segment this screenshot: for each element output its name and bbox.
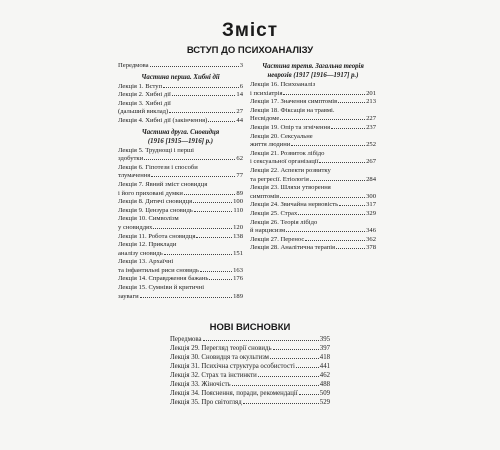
toc-entry xyxy=(250,98,376,107)
toc-entry-title-cont: і сексуальної організації xyxy=(250,158,319,166)
toc-entry xyxy=(118,62,243,71)
toc-entry-title: Лекція 19. Опір та згнічення xyxy=(250,123,331,131)
toc-page-number: 346 xyxy=(366,227,376,235)
toc-page-number: 462 xyxy=(319,372,330,379)
toc-entry-title: Лекція 12. Приклади xyxy=(118,241,177,249)
toc-entry-title: Лекція 3. Хибні дії xyxy=(118,99,171,107)
toc-page-number: 397 xyxy=(319,345,330,352)
toc-entry-title: Лекція 34. Пояснення, поради, рекомендації xyxy=(170,390,298,397)
toc-entry-title: Лекція 26. Теорія лібідо xyxy=(250,218,318,226)
toc-entry xyxy=(118,181,243,198)
toc-leader xyxy=(280,197,365,198)
toc-page-number: 317 xyxy=(366,201,376,209)
toc-entry-title: Лекція 33. Жіночість xyxy=(170,381,231,388)
toc-page-number: 488 xyxy=(319,381,330,388)
toc-page-number: 176 xyxy=(233,275,243,283)
toc-entry-title-cont: аналізу сновидь xyxy=(118,249,163,257)
toc-leader xyxy=(150,66,239,67)
toc-leader xyxy=(286,231,365,232)
toc-entry-title: Лекція 29. Перегляд теорії сновидь xyxy=(170,345,272,352)
toc-entry-title: Лекція 30. Сновидця та окультизм xyxy=(170,354,269,361)
toc-entry xyxy=(250,107,376,124)
toc-page-number: 509 xyxy=(319,390,330,397)
toc-page-number: 213 xyxy=(366,98,376,106)
toc-entry xyxy=(170,371,330,380)
toc-leader xyxy=(144,159,235,160)
toc-entry-title: Лекція 10. Символізм xyxy=(118,215,179,223)
toc-leader xyxy=(209,279,232,280)
toc-page-number: 378 xyxy=(366,244,376,252)
toc-page-number: 100 xyxy=(233,198,243,206)
toc-leader xyxy=(331,128,365,129)
toc-entry-title: Лекція 22. Аспекти розвитку xyxy=(250,166,331,174)
toc-column-right xyxy=(250,62,376,253)
toc-page-number: 77 xyxy=(236,172,243,180)
toc-page-number: 89 xyxy=(236,189,243,197)
part-heading-2 xyxy=(118,128,243,146)
toc-page-number: 44 xyxy=(236,116,243,124)
toc-entry-title: Передмова xyxy=(118,62,149,69)
toc-leader xyxy=(296,367,319,368)
toc-entry-title-cont: і психіатрія xyxy=(250,89,283,97)
toc-leader xyxy=(203,340,319,341)
toc-page-number: 284 xyxy=(366,175,376,183)
part-heading-3 xyxy=(250,62,376,80)
toc-page-number: 441 xyxy=(319,363,330,370)
toc-entry xyxy=(118,233,243,242)
toc-entry-title: Лекція 32. Страх та інстинкти xyxy=(170,372,257,379)
toc-entry-title-cont: (дальший виклад) xyxy=(118,108,169,116)
toc-leader xyxy=(299,394,319,395)
toc-entry-title: Лекція 23. Шляхи утворення xyxy=(250,184,331,192)
toc-entry xyxy=(170,380,330,389)
toc-entry-title: Лекція 20. Сексуальне xyxy=(250,132,313,140)
toc-page-number: 362 xyxy=(366,235,376,243)
toc-leader xyxy=(339,205,365,206)
toc-entry-title-cont: здобутки xyxy=(118,155,144,163)
toc-entry-title: Лекція 16. Психоаналіз xyxy=(250,81,316,88)
toc-entry-title: Лекція 14. Справдження бажань xyxy=(118,275,209,283)
toc-leader xyxy=(243,403,319,404)
toc-entry xyxy=(118,164,243,181)
toc-column-left xyxy=(118,62,243,301)
toc-page-number: 529 xyxy=(319,399,330,406)
toc-page-number: 6 xyxy=(239,82,243,90)
toc-page-number: 252 xyxy=(366,141,376,149)
toc-leader xyxy=(193,202,232,203)
toc-entry-title: Лекція 11. Робота сновидця xyxy=(118,232,196,240)
toc-entry xyxy=(250,201,376,210)
toc-leader xyxy=(319,162,365,163)
toc-entry-title: Лекція 4. Хибні дії (закінчення) xyxy=(118,116,208,124)
toc-entry xyxy=(170,398,330,407)
toc-page-number: 300 xyxy=(366,192,376,200)
toc-entry-title-cont: й нарцисизм xyxy=(250,227,286,235)
toc-leader xyxy=(273,349,319,350)
toc-entry-title-cont: та регресії. Етіологія xyxy=(250,175,309,183)
toc-entry xyxy=(118,258,243,275)
toc-entry-title-cont: зауваги xyxy=(118,292,139,300)
toc-entry-title: Лекція 7. Явний зміст сновидця xyxy=(118,180,208,188)
toc-page-number: 201 xyxy=(366,89,376,97)
toc-leader xyxy=(172,95,236,96)
toc-entry xyxy=(250,150,376,167)
part-heading-2-line1: Частина друга. Сновидця xyxy=(141,128,220,136)
toc-entry-title: Лекція 28. Аналітична терапія xyxy=(250,244,336,252)
toc-entry-title: Лекція 13. Архаїчні xyxy=(118,258,174,266)
toc-entry xyxy=(170,353,330,362)
toc-entry xyxy=(118,198,243,207)
toc-entry xyxy=(250,244,376,253)
toc-entry-title-cont: у сновиддях xyxy=(118,223,153,231)
toc-page-number: 227 xyxy=(366,115,376,123)
toc-leader xyxy=(169,112,235,113)
toc-entry-title-cont: життя людини xyxy=(250,141,291,149)
toc-leader xyxy=(280,119,365,120)
toc-leader xyxy=(153,228,232,229)
toc-entry-title: Лекція 8. Дитячі сновидця xyxy=(118,198,193,206)
toc-entry xyxy=(250,133,376,150)
toc-entry-title: Лекція 35. Про світогляд xyxy=(170,399,242,406)
toc-entry xyxy=(170,362,330,371)
toc-entry xyxy=(250,219,376,236)
toc-entry-title: Лекція 18. Фіксація на травмі. xyxy=(250,106,335,114)
toc-page-number: 3 xyxy=(239,62,243,69)
toc-page-number: 237 xyxy=(366,123,376,131)
toc-entry xyxy=(250,184,376,201)
toc-entry-title-cont: симптомів xyxy=(250,192,280,200)
toc-entry xyxy=(118,215,243,232)
toc-entry xyxy=(118,284,243,301)
toc-entry xyxy=(118,100,243,117)
part-heading-1: Частина перша. Хибні дії xyxy=(141,73,220,81)
toc-page-number: 163 xyxy=(233,266,243,274)
toc-leader xyxy=(338,102,365,103)
toc-page-number: 27 xyxy=(236,108,243,116)
toc-entry-title: Лекція 9. Цензура сновидь xyxy=(118,206,193,214)
toc-page-number: 151 xyxy=(233,249,243,257)
toc-entry-title: Лекція 2. Хибні дії xyxy=(118,91,171,99)
part-heading-2-line2: (1916 [1915—1916] р.) xyxy=(147,137,214,145)
toc-leader xyxy=(298,214,365,215)
toc-entry-title-cont: Несвідоме xyxy=(250,115,280,123)
toc-leader xyxy=(258,376,319,377)
toc-page-number: 267 xyxy=(366,158,376,166)
toc-entry xyxy=(250,81,376,98)
part-heading-3-line1: Частина третя. Загальна теорія xyxy=(262,63,364,70)
toc-entry xyxy=(170,344,330,353)
toc-page-number: 14 xyxy=(236,91,243,99)
toc-column-bottom xyxy=(170,335,330,407)
toc-leader xyxy=(305,240,365,241)
toc-leader xyxy=(291,145,365,146)
toc-entry xyxy=(118,207,243,216)
toc-entry xyxy=(250,210,376,219)
toc-entry-title-cont: тлумачення xyxy=(118,172,151,180)
toc-entry xyxy=(118,83,243,92)
toc-leader xyxy=(283,94,365,95)
toc-entry-title: Передмова xyxy=(170,336,202,343)
toc-entry xyxy=(118,241,243,258)
toc-entry-title: Лекція 21. Розвиток лібідо xyxy=(250,149,325,157)
toc-leader xyxy=(310,180,365,181)
toc-entry xyxy=(250,167,376,184)
toc-page-number: 395 xyxy=(319,336,330,343)
toc-page-number: 110 xyxy=(233,206,243,214)
toc-entry-title: Лекція 31. Психічна структура особистості xyxy=(170,363,295,370)
section-heading-intro: ВСТУП ДО ПСИХОАНАЛІЗУ xyxy=(186,45,314,56)
toc-leader xyxy=(194,211,233,212)
toc-leader xyxy=(200,271,232,272)
page-title: Зміст xyxy=(221,20,279,41)
toc-leader xyxy=(151,176,235,177)
toc-entry-title: Лекція 1. Вступ xyxy=(118,82,163,90)
toc-entry-title: Лекція 6. Гіпотези і способи xyxy=(118,163,198,171)
toc-entry xyxy=(250,236,376,245)
toc-entry-title-cont: і його приховані думки xyxy=(118,189,183,197)
toc-entry-title: Лекція 24. Звичайна нервовість xyxy=(250,201,339,209)
toc-page-number: 329 xyxy=(366,209,376,217)
toc-entry-title: Лекція 25. Страх xyxy=(250,209,298,217)
part-heading-3-line2: неврозів (1917 [1916—1917] р.) xyxy=(267,72,359,79)
toc-page-number: 189 xyxy=(233,292,243,300)
toc-leader xyxy=(164,254,232,255)
toc-page-number: 120 xyxy=(233,223,243,231)
toc-leader xyxy=(232,385,319,386)
toc-entry-title-cont: та інфантильні риси сновидь xyxy=(118,266,200,274)
toc-leader xyxy=(196,237,232,238)
toc-leader xyxy=(184,194,235,195)
toc-page-number: 138 xyxy=(233,232,243,240)
toc-leader xyxy=(140,297,232,298)
toc-entry xyxy=(118,91,243,100)
toc-entry xyxy=(118,117,243,126)
toc-entry-title: Лекція 17. Значення симптомів xyxy=(250,98,338,106)
toc-entry xyxy=(250,124,376,133)
toc-leader xyxy=(163,87,239,88)
toc-entry xyxy=(118,275,243,284)
toc-entry xyxy=(170,389,330,398)
section-heading-new: НОВІ ВИСНОВКИ xyxy=(209,322,291,333)
toc-leader xyxy=(270,358,319,359)
toc-entry xyxy=(170,335,330,344)
toc-entry-title: Лекція 5. Труднощі і перші xyxy=(118,146,194,154)
toc-entry-title: Лекція 15. Сумніви й критичні xyxy=(118,284,205,292)
toc-leader xyxy=(208,121,235,122)
toc-entry xyxy=(118,147,243,164)
toc-leader xyxy=(336,248,365,249)
toc-page-number: 62 xyxy=(236,155,243,163)
toc-page-number: 418 xyxy=(319,354,330,361)
toc-entry-title: Лекція 27. Перенос xyxy=(250,235,305,243)
